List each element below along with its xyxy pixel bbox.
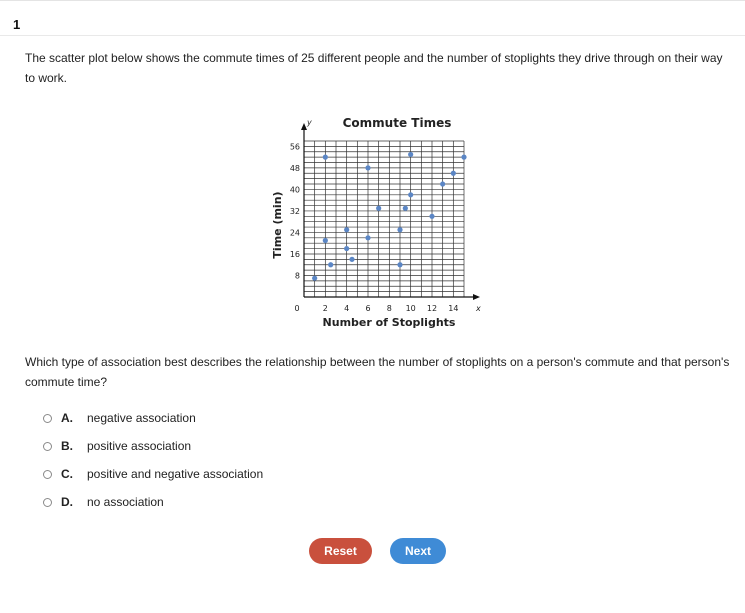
reset-button[interactable]: Reset bbox=[309, 538, 372, 564]
x-axis-arrow bbox=[473, 294, 480, 300]
next-button[interactable]: Next bbox=[390, 538, 446, 564]
data-point bbox=[408, 192, 413, 197]
x-tick-label: 10 bbox=[405, 304, 416, 313]
data-point bbox=[344, 246, 349, 251]
y-tick-label: 48 bbox=[289, 163, 300, 173]
data-point bbox=[349, 257, 354, 262]
choice-d[interactable] bbox=[43, 488, 263, 516]
chart-grid bbox=[304, 141, 464, 297]
radio-button[interactable] bbox=[43, 470, 52, 479]
scatter-plot bbox=[264, 112, 494, 334]
x-tick-label: 4 bbox=[344, 304, 350, 313]
choice-c[interactable] bbox=[43, 460, 263, 488]
choice-a[interactable] bbox=[43, 404, 263, 432]
scatter-plot-svg bbox=[264, 112, 494, 334]
data-point bbox=[429, 214, 434, 219]
choice-letter: A. bbox=[61, 411, 73, 425]
y-axis-label: Time (min) bbox=[271, 191, 284, 259]
x-tick-label: 6 bbox=[365, 304, 371, 313]
data-point bbox=[376, 206, 381, 211]
origin-label: 0 bbox=[294, 304, 300, 313]
question-text: Which type of association best describes the relationship between the number of stoplights on a person's commute and that person's commute time? bbox=[25, 355, 730, 389]
choice-label: no association bbox=[87, 495, 164, 509]
question-number-divider bbox=[0, 35, 745, 36]
x-tick-label: 14 bbox=[448, 304, 459, 313]
y-tick-label: 24 bbox=[289, 228, 300, 238]
choice-letter: C. bbox=[61, 467, 73, 481]
data-point bbox=[323, 155, 328, 160]
data-point bbox=[344, 227, 349, 232]
x-axis-variable: x bbox=[476, 304, 481, 313]
question-number: 1 bbox=[13, 17, 21, 32]
y-tick-label: 32 bbox=[289, 206, 300, 216]
question-prompt: The scatter plot below shows the commute times of 25 different people and the number of stoplights they drive through on their way to work. bbox=[25, 51, 723, 85]
choice-label: negative association bbox=[87, 411, 196, 425]
radio-button[interactable] bbox=[43, 414, 52, 423]
top-border bbox=[0, 0, 745, 1]
x-tick-label: 8 bbox=[386, 304, 392, 313]
choice-letter: D. bbox=[61, 495, 73, 509]
data-point bbox=[365, 235, 370, 240]
data-point bbox=[461, 155, 466, 160]
data-point bbox=[397, 227, 402, 232]
y-tick-label: 8 bbox=[294, 271, 300, 281]
choice-letter: B. bbox=[61, 439, 73, 453]
x-tick-label: 12 bbox=[426, 304, 438, 313]
data-point bbox=[323, 238, 328, 243]
y-axis-variable: y bbox=[307, 118, 312, 127]
data-point bbox=[440, 181, 445, 186]
answer-choices bbox=[43, 404, 263, 516]
data-point bbox=[451, 171, 456, 176]
radio-button[interactable] bbox=[43, 498, 52, 507]
chart-title: Commute Times bbox=[342, 116, 452, 130]
y-tick-label: 16 bbox=[289, 249, 300, 259]
y-tick-label: 40 bbox=[289, 185, 300, 195]
data-point bbox=[328, 262, 333, 267]
choice-b[interactable] bbox=[43, 432, 263, 460]
data-point bbox=[365, 165, 370, 170]
data-point bbox=[312, 276, 317, 281]
choice-label: positive and negative association bbox=[87, 467, 264, 481]
radio-button[interactable] bbox=[43, 442, 52, 451]
data-point bbox=[397, 262, 402, 267]
x-tick-label: 2 bbox=[322, 304, 328, 313]
data-point bbox=[403, 206, 408, 211]
x-axis-label: Number of Stoplights bbox=[322, 316, 456, 329]
y-tick-label: 56 bbox=[289, 142, 300, 152]
data-point bbox=[408, 152, 413, 157]
choice-label: positive association bbox=[87, 439, 192, 453]
